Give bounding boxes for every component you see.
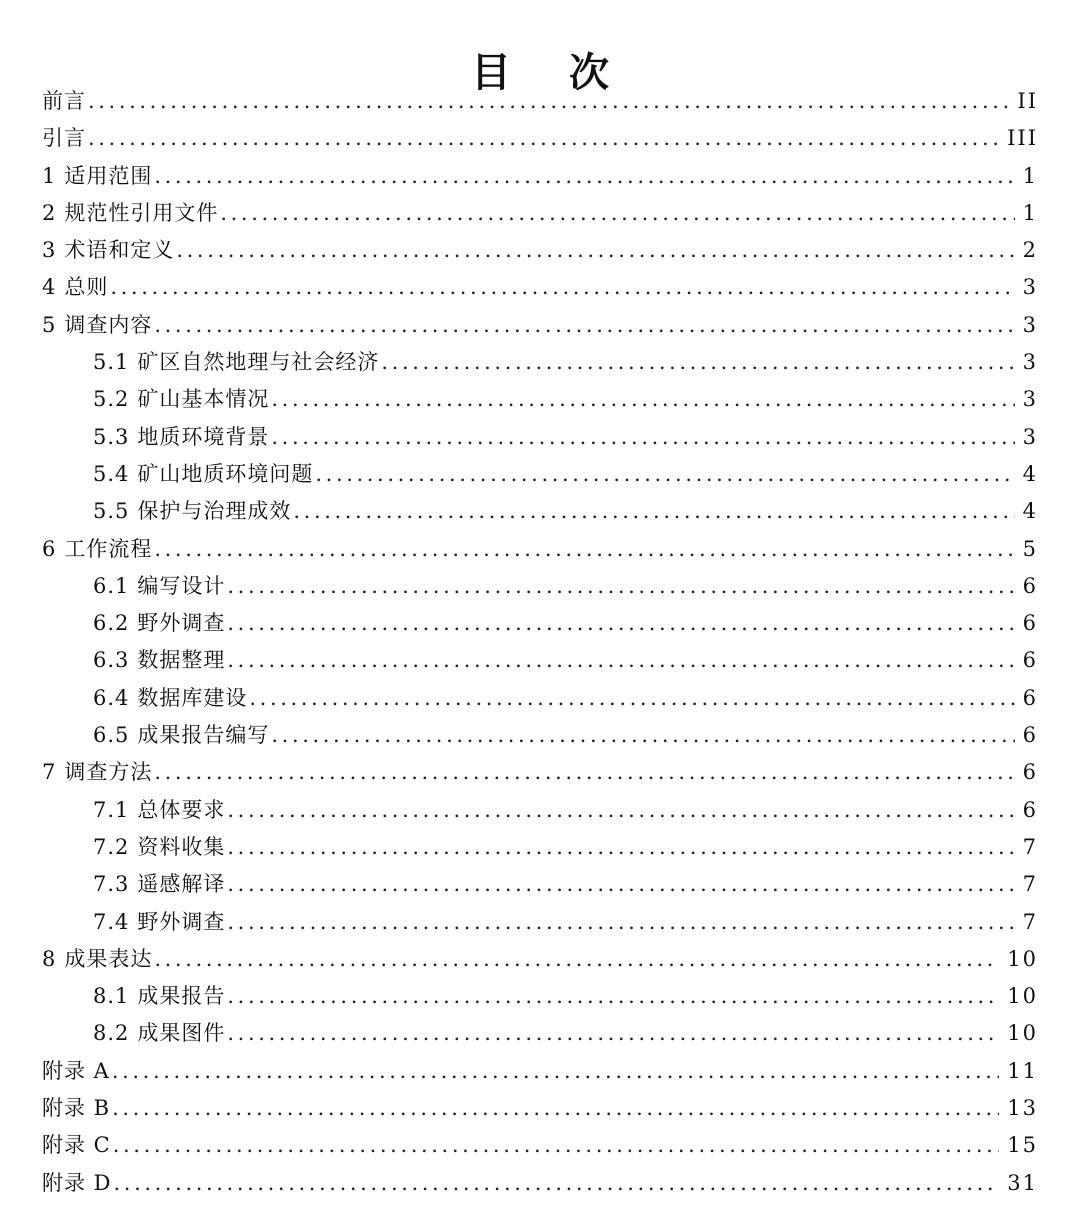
toc-entry-number: 8 [42, 946, 57, 971]
dot-leader [227, 568, 1014, 605]
toc-entry-label: 保护与治理成效 [137, 499, 292, 524]
toc-entry-page-number: III [1007, 126, 1038, 151]
dot-leader [88, 83, 1009, 120]
toc-entry-page-number: 6 [1022, 573, 1038, 598]
dot-leader [176, 232, 1014, 269]
toc-entry-label: 资料收集 [137, 834, 226, 859]
toc-entry[interactable] [42, 269, 1038, 306]
page-title: 目 次 [471, 49, 631, 96]
dot-leader [227, 792, 1014, 829]
dot-leader [227, 904, 1014, 941]
toc-entry-label: 矿山基本情况 [137, 387, 270, 412]
dot-leader [154, 754, 1014, 791]
toc-entry[interactable] [42, 120, 1038, 157]
dot-leader [227, 866, 1014, 903]
dot-leader [271, 419, 1014, 456]
toc-entry-page-number: 13 [1007, 1096, 1038, 1121]
toc-entry-page-number: 11 [1007, 1058, 1038, 1083]
toc-entry-label: 引言 [42, 126, 86, 151]
toc-entry-page-number: 3 [1022, 387, 1038, 412]
toc-entry-label: 调查内容 [64, 312, 153, 337]
toc-entry[interactable] [42, 680, 1038, 717]
dot-leader [112, 1090, 999, 1127]
dot-leader [154, 158, 1014, 195]
toc-entry-page-number: 31 [1007, 1170, 1038, 1195]
toc-entry[interactable] [42, 1165, 1038, 1202]
toc-entry[interactable] [42, 1127, 1038, 1164]
dot-leader [315, 456, 1014, 493]
dot-leader [227, 829, 1014, 866]
dot-leader [293, 493, 1014, 530]
dot-leader [249, 680, 1014, 717]
toc-entry-number: 5.4 [93, 461, 130, 486]
toc-entry[interactable] [42, 232, 1038, 269]
toc-entry-number: 6.4 [93, 685, 130, 710]
toc-entry-label: 野外调查 [137, 611, 226, 636]
toc-entry-page-number: 6 [1022, 685, 1038, 710]
toc-entry[interactable] [42, 531, 1038, 568]
toc-entry[interactable] [42, 1015, 1038, 1052]
toc-entry-number: 2 [42, 200, 57, 225]
toc-entry-label: 调查方法 [64, 760, 153, 785]
toc-entry-label: 附录 C [42, 1133, 111, 1158]
toc-entry-label: 适用范围 [64, 163, 153, 188]
toc-entry-number: 7.4 [93, 909, 130, 934]
toc-entry-number: 6.5 [93, 723, 130, 748]
toc-entry-page-number: 3 [1022, 350, 1038, 375]
toc-entry-label: 成果报告编写 [137, 723, 270, 748]
toc-entry-number: 1 [42, 163, 57, 188]
toc-entry-label: 附录 A [42, 1058, 110, 1083]
toc-entry-label: 术语和定义 [64, 238, 175, 263]
toc-entry[interactable] [42, 605, 1038, 642]
toc-entry[interactable] [42, 344, 1038, 381]
toc-entry[interactable] [42, 1090, 1038, 1127]
toc-entry-page-number: 6 [1022, 797, 1038, 822]
dot-leader [88, 120, 999, 157]
toc-entry-number: 7.3 [93, 872, 130, 897]
toc-entry[interactable] [42, 158, 1038, 195]
toc-entry-page-number: 6 [1022, 723, 1038, 748]
toc-entry-label: 工作流程 [64, 536, 153, 561]
dot-leader [227, 1015, 999, 1052]
toc-entry-number: 8.1 [93, 984, 130, 1009]
toc-entry-number: 5.5 [93, 499, 130, 524]
toc-entry-number: 7.2 [93, 834, 130, 859]
toc-entry-number: 7.1 [93, 797, 130, 822]
toc-entry[interactable] [42, 792, 1038, 829]
toc-entry[interactable] [42, 83, 1038, 120]
dot-leader [381, 344, 1014, 381]
dot-leader [227, 642, 1014, 679]
toc-entry-label: 数据整理 [137, 648, 226, 673]
toc-entry-page-number: 1 [1022, 200, 1038, 225]
toc-entry-page-number: 15 [1007, 1133, 1038, 1158]
toc-entry-label: 地质环境背景 [137, 424, 270, 449]
toc-entry-page-number: 10 [1007, 946, 1038, 971]
toc-entry[interactable] [42, 941, 1038, 978]
toc-entry-label: 前言 [42, 89, 86, 113]
toc-entry[interactable] [42, 195, 1038, 232]
toc-entry-label: 矿山地质环境问题 [137, 461, 314, 486]
toc-entry-label: 遥感解译 [137, 872, 226, 897]
toc-entry-label: 成果报告 [137, 984, 226, 1009]
toc-entry-label: 总则 [64, 275, 109, 300]
toc-entry-number: 3 [42, 238, 57, 263]
toc-entry-page-number: 6 [1022, 760, 1038, 785]
dot-leader [227, 978, 999, 1015]
table-of-contents [42, 83, 1038, 1202]
dot-leader [154, 531, 1014, 568]
toc-entry-number: 6.1 [93, 573, 130, 598]
toc-entry-page-number: 3 [1022, 424, 1038, 449]
toc-entry[interactable] [42, 866, 1038, 903]
toc-entry-number: 6.3 [93, 648, 130, 673]
toc-entry-page-number: 2 [1022, 238, 1038, 263]
toc-entry-number: 8.2 [93, 1021, 130, 1046]
dot-leader [271, 717, 1014, 754]
toc-entry-number: 5.2 [93, 387, 130, 412]
toc-entry[interactable] [42, 904, 1038, 941]
toc-entry-label: 数据库建设 [137, 685, 248, 710]
toc-entry-number: 5.3 [93, 424, 130, 449]
toc-entry-page-number: 1 [1022, 163, 1038, 188]
toc-entry-page-number: 6 [1022, 648, 1038, 673]
toc-entry-number: 5.1 [93, 350, 130, 375]
toc-entry-page-number: 7 [1022, 834, 1038, 859]
toc-entry[interactable] [42, 978, 1038, 1015]
toc-entry[interactable] [42, 419, 1038, 456]
toc-entry-label: 成果图件 [137, 1021, 226, 1046]
toc-entry-page-number: 6 [1022, 611, 1038, 636]
toc-entry[interactable] [42, 754, 1038, 791]
toc-entry-number: 6 [42, 536, 57, 561]
toc-entry[interactable] [42, 307, 1038, 344]
toc-entry[interactable] [42, 381, 1038, 418]
toc-entry-label: 附录 B [42, 1096, 111, 1121]
toc-entry-page-number: 5 [1022, 536, 1038, 561]
toc-entry-number: 4 [42, 275, 57, 300]
toc-entry-label: 附录 D [42, 1170, 112, 1195]
toc-entry-page-number: 10 [1007, 984, 1038, 1009]
dot-leader [154, 307, 1014, 344]
toc-entry-page-number: 7 [1022, 872, 1038, 897]
dot-leader [154, 941, 999, 978]
dot-leader [113, 1127, 1000, 1164]
toc-entry-label: 编写设计 [137, 573, 226, 598]
toc-entry-number: 6.2 [93, 611, 130, 636]
toc-entry[interactable] [42, 568, 1038, 605]
toc-entry-label: 规范性引用文件 [64, 200, 219, 225]
toc-entry-number: 5 [42, 312, 57, 337]
toc-entry-page-number: 3 [1022, 275, 1038, 300]
toc-entry[interactable] [42, 493, 1038, 530]
dot-leader [227, 605, 1014, 642]
toc-entry-page-number: 7 [1022, 909, 1038, 934]
dot-leader [110, 269, 1014, 306]
toc-entry-number: 7 [42, 760, 57, 785]
toc-entry-label: 野外调查 [137, 909, 226, 934]
toc-entry[interactable] [42, 456, 1038, 493]
toc-entry-page-number: 4 [1022, 499, 1038, 524]
dot-leader [220, 195, 1014, 232]
toc-entry[interactable] [42, 642, 1038, 679]
toc-entry-label: 矿区自然地理与社会经济 [137, 350, 380, 375]
dot-leader [112, 1053, 999, 1090]
dot-leader [114, 1165, 1000, 1202]
toc-entry-page-number: 10 [1007, 1021, 1038, 1046]
toc-entry[interactable] [42, 829, 1038, 866]
toc-entry[interactable] [42, 1053, 1038, 1090]
toc-entry-page-number: 4 [1022, 461, 1038, 486]
toc-entry-label: 总体要求 [137, 797, 226, 822]
toc-entry-page-number: 3 [1022, 312, 1038, 337]
toc-entry-page-number: II [1017, 89, 1038, 113]
toc-entry[interactable] [42, 717, 1038, 754]
toc-entry-label: 成果表达 [64, 946, 153, 971]
dot-leader [271, 381, 1014, 418]
